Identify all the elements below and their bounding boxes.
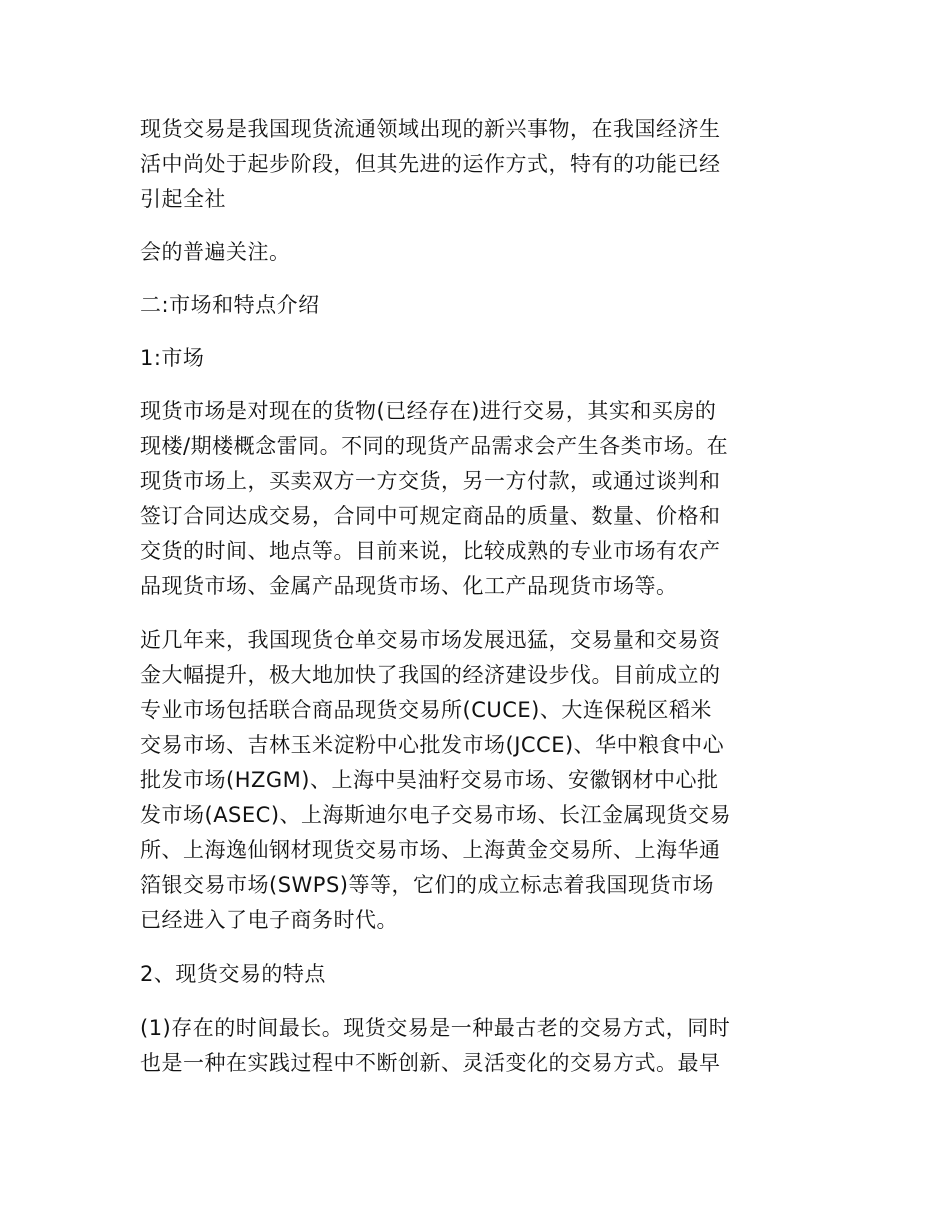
text-line: 现货市场上，买卖双方一方交货，另一方付款，或通过谈判和 [140, 469, 721, 493]
text-line: 箔银交易市场(SWPS)等等，它们的成立标志着我国现货市场 [140, 873, 714, 897]
text-line: 金大幅提升，极大地加快了我国的经济建设步伐。目前成立的 [140, 663, 721, 687]
text-line: 批发市场(HZGM)、上海中昊油籽交易市场、安徽钢材中心批 [140, 768, 719, 792]
text-line: 现货市场是对现在的货物(已经存在)进行交易，其实和买房的 [140, 399, 717, 423]
subsection-heading-features [140, 957, 810, 992]
heading-text: 1:市场 [140, 346, 205, 370]
text-line: (1)存在的时间最长。现货交易是一种最古老的交易方式，同时 [140, 1016, 731, 1040]
text-line: 交货的时间、地点等。目前来说，比较成熟的专业市场有农产 [140, 539, 721, 563]
text-line: 签订合同达成交易，合同中可规定商品的质量、数量、价格和 [140, 504, 721, 528]
subsection-heading-market [140, 341, 810, 376]
section-heading-market-features [140, 288, 810, 323]
text-line: 会的普遍关注。 [140, 240, 291, 264]
text-line: 所、上海逸仙钢材现货交易市场、上海黄金交易所、上海华通 [140, 838, 721, 862]
document-page [140, 112, 810, 1081]
heading-text: 二:市场和特点介绍 [140, 293, 320, 317]
text-line: 近几年来，我国现货仓单交易市场发展迅猛，交易量和交易资 [140, 628, 721, 652]
text-line: 品现货市场、金属产品现货市场、化工产品现货市场等。 [140, 574, 678, 598]
text-line: 已经进入了电子商务时代。 [140, 908, 398, 932]
paragraph-recent-years [140, 623, 810, 938]
text-line: 发市场(ASEC)、上海斯迪尔电子交易市场、长江金属现货交易 [140, 803, 732, 827]
text-line: 交易市场、吉林玉米淀粉中心批发市场(JCCE)、华中粮食中心 [140, 733, 725, 757]
paragraph-intro-continued [140, 235, 810, 270]
paragraph-intro [140, 112, 810, 217]
text-line: 现货交易是我国现货流通领域出现的新兴事物，在我国经济生 [140, 117, 721, 141]
text-line: 活中尚处于起步阶段，但其先进的运作方式，特有的功能已经 [140, 152, 721, 176]
paragraph-feature-1 [140, 1011, 810, 1081]
text-line: 也是一种在实践过程中不断创新、灵活变化的交易方式。最早 [140, 1051, 721, 1075]
paragraph-spot-market [140, 394, 810, 604]
text-line: 引起全社 [140, 187, 226, 211]
text-line: 专业市场包括联合商品现货交易所(CUCE)、大连保税区稻米 [140, 698, 712, 722]
text-line: 现楼/期楼概念雷同。不同的现货产品需求会产生各类市场。在 [140, 434, 729, 458]
heading-text: 2、现货交易的特点 [140, 962, 326, 986]
